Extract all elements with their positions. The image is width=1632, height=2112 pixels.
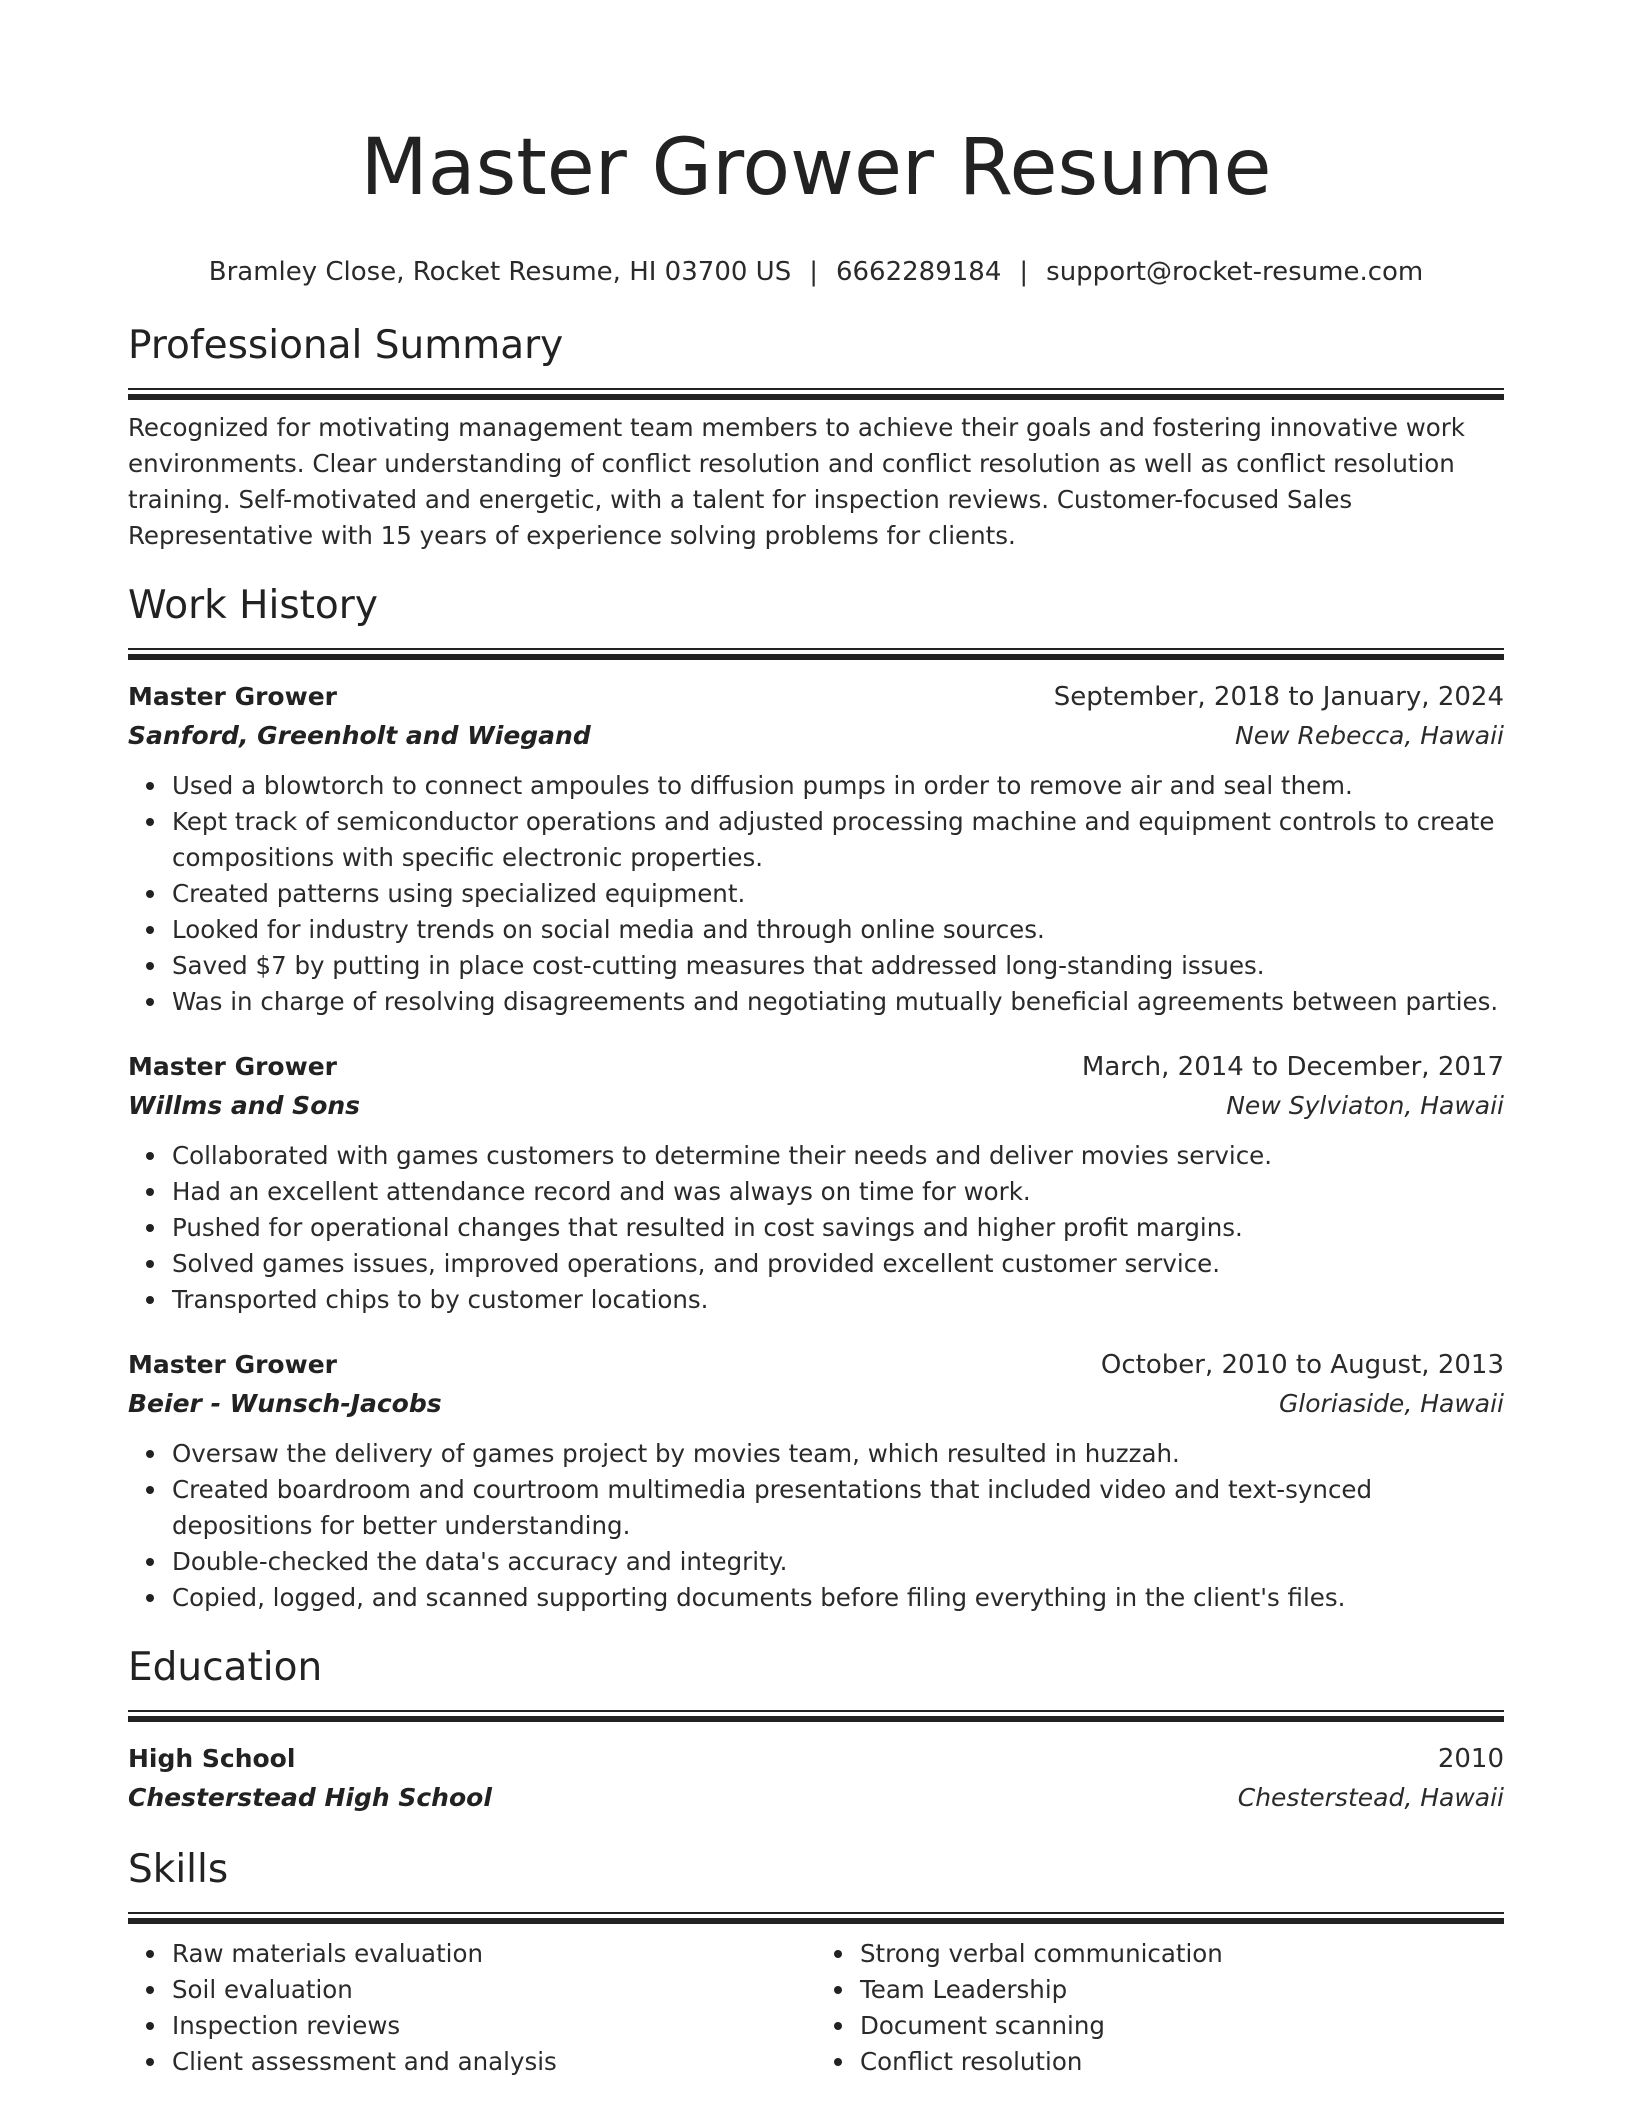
job-bullet: Created patterns using specialized equipment.: [172, 876, 1504, 912]
education-heading: Education: [128, 1645, 323, 1690]
education-entry: [128, 1740, 1504, 1818]
education-year: 2010: [1437, 1744, 1504, 1774]
skill-item: Team Leadership: [860, 1972, 1504, 2008]
job-bullet: Oversaw the delivery of games project by movies team, which resulted in huzzah.: [172, 1436, 1504, 1472]
job-entry: [128, 678, 1504, 1020]
contact-separator: |: [809, 257, 818, 287]
contact-phone: 6662289184: [835, 257, 1002, 287]
skills-heading: Skills: [128, 1847, 229, 1892]
skills-column-left: [128, 1936, 816, 2080]
skill-item: Soil evaluation: [172, 1972, 816, 2008]
skill-item: Raw materials evaluation: [172, 1936, 816, 1972]
job-bullet: Saved $7 by putting in place cost-cutting measures that addressed long-standing issues.: [172, 948, 1504, 984]
education-school: Chesterstead High School: [128, 1783, 492, 1812]
job-dates: September, 2018 to January, 2024: [1053, 682, 1504, 712]
skill-item: Client assessment and analysis: [172, 2044, 816, 2080]
job-bullet: Double-checked the data's accuracy and integrity.: [172, 1544, 1504, 1580]
summary-heading: Professional Summary: [128, 323, 564, 368]
job-bullet: Kept track of semiconductor operations and adjusted processing machine and equipment controls to create compositions with specific electronic properties.: [172, 804, 1504, 876]
job-bullet: Had an excellent attendance record and was always on time for work.: [172, 1174, 1504, 1210]
job-title: Master Grower: [128, 1052, 337, 1081]
summary-text: Recognized for motivating management team members to achieve their goals and fostering innovative work environments. Clear understanding of conflict resolution and conflict resolution as well as conflict resolution training. Self-motivated and energetic, with a talent for inspection reviews. Customer-focused Sales Representative with 15 years of experience solving problems for clients.: [128, 413, 1465, 550]
job-location: New Rebecca, Hawaii: [1235, 721, 1504, 750]
education-location: Chesterstead, Hawaii: [1237, 1783, 1504, 1812]
job-bullet: Collaborated with games customers to determine their needs and deliver movies service.: [172, 1138, 1504, 1174]
job-title: Master Grower: [128, 1350, 337, 1379]
job-location: Gloriaside, Hawaii: [1278, 1389, 1504, 1418]
job-bullet: Looked for industry trends on social media and through online sources.: [172, 912, 1504, 948]
job-bullet: Pushed for operational changes that resulted in cost savings and higher profit margins.: [172, 1210, 1504, 1246]
contact-email: support@rocket-resume.com: [1046, 257, 1424, 287]
job-dates: March, 2014 to December, 2017: [1081, 1052, 1504, 1082]
job-location: New Sylviaton, Hawaii: [1226, 1091, 1504, 1120]
job-bullet: Transported chips to by customer locations.: [172, 1282, 1504, 1318]
contact-line: [128, 252, 1504, 292]
resume-name: Master Grower Resume: [360, 123, 1272, 213]
job-dates: October, 2010 to August, 2013: [1100, 1350, 1504, 1380]
skill-item: Document scanning: [860, 2008, 1504, 2044]
work-history-heading: Work History: [128, 583, 378, 628]
section-divider: [128, 1912, 1504, 1924]
job-entry: [128, 1048, 1504, 1318]
skill-item: Conflict resolution: [860, 2044, 1504, 2080]
section-divider: [128, 648, 1504, 660]
skill-item: Inspection reviews: [172, 2008, 816, 2044]
section-divider: [128, 1710, 1504, 1722]
job-company: Sanford, Greenholt and Wiegand: [128, 721, 591, 750]
education-degree: High School: [128, 1744, 296, 1773]
job-entry: [128, 1346, 1504, 1616]
job-bullet: Used a blowtorch to connect ampoules to diffusion pumps in order to remove air and seal them.: [172, 768, 1504, 804]
job-bullet: Created boardroom and courtroom multimedia presentations that included video and text-synced depositions for better understanding.: [172, 1472, 1504, 1544]
job-company: Willms and Sons: [128, 1091, 361, 1120]
job-bullets: [128, 1138, 1504, 1318]
skill-item: Strong verbal communication: [860, 1936, 1504, 1972]
skills-list: [128, 1936, 1504, 2080]
job-bullet: Was in charge of resolving disagreements and negotiating mutually beneficial agreements between parties.: [172, 984, 1504, 1020]
job-bullets: [128, 768, 1504, 1020]
skills-bullets: [816, 1936, 1504, 2080]
contact-separator: |: [1019, 257, 1029, 287]
job-bullet: Copied, logged, and scanned supporting documents before filing everything in the client's files.: [172, 1580, 1504, 1616]
job-title: Master Grower: [128, 682, 337, 711]
section-divider: [128, 388, 1504, 400]
job-bullet: Solved games issues, improved operations, and provided excellent customer service.: [172, 1246, 1504, 1282]
skills-column-right: [816, 1936, 1504, 2080]
job-bullets: [128, 1436, 1504, 1616]
skills-bullets: [128, 1936, 816, 2080]
contact-address: Bramley Close, Rocket Resume, HI 03700 US: [208, 257, 792, 287]
job-company: Beier - Wunsch-Jacobs: [128, 1389, 442, 1418]
